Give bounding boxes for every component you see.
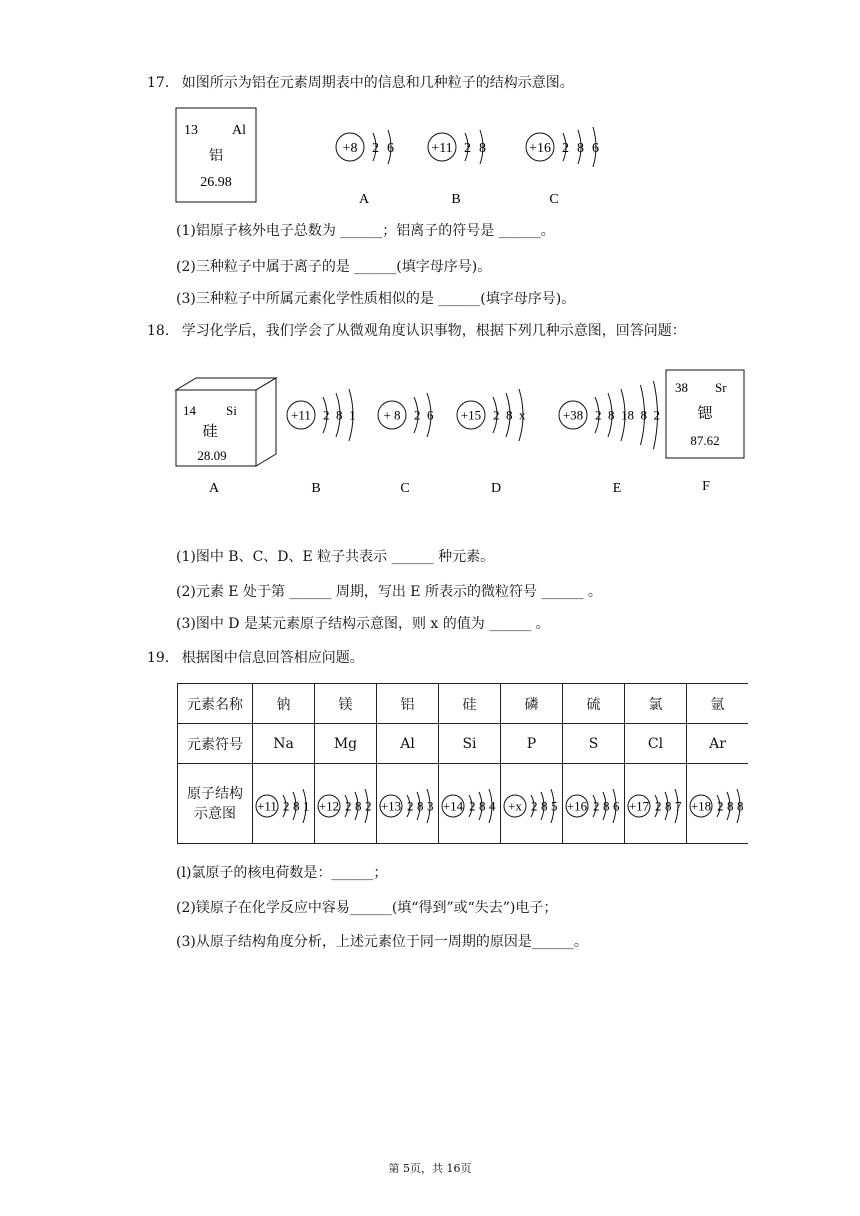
shell-electron-count: 8 — [478, 798, 485, 814]
atom-diagram — [336, 130, 394, 207]
structure-cell — [501, 764, 563, 844]
atom-diagram — [457, 389, 526, 496]
shell-electron-count: 2 — [344, 798, 351, 814]
name-cell: 硅 — [439, 684, 501, 724]
row-label-structure-1: 原子结构 — [187, 785, 243, 802]
shell-electron-count: 2 — [406, 798, 413, 814]
shell-electron-count: 8 — [577, 140, 584, 156]
shell-electron-count: 18 — [621, 407, 634, 423]
shell-electron-count: 8 — [416, 798, 423, 814]
q19-sub3: (3)从原子结构角度分析，上述元素位于同一周期的原因是______。 — [176, 934, 588, 950]
q17-sub1: (1)铝原子核外电子总数为 ______；铝离子的符号是 ______。 — [176, 223, 555, 239]
shell-electron-count: 2 — [364, 798, 371, 814]
nucleus-charge: +12 — [318, 798, 339, 814]
nucleus-charge: +17 — [628, 798, 649, 814]
nucleus-charge: +11 — [431, 140, 453, 156]
symbol-cell: Al — [377, 724, 439, 764]
nucleus-charge: +x — [507, 798, 522, 814]
shell-electron-count: 1 — [302, 798, 309, 814]
atom-diagram — [690, 789, 744, 823]
structure-svg — [626, 774, 686, 834]
shell-electron-count: 2 — [493, 407, 500, 423]
name-cell: 钠 — [253, 684, 315, 724]
atom-diagram — [428, 130, 486, 207]
atom-diagram — [442, 789, 496, 823]
name-cell: 氩 — [687, 684, 749, 724]
shell-electron-count: 2 — [468, 798, 475, 814]
symbol-cell: Cl — [625, 724, 687, 764]
shell-electron-count: 2 — [595, 407, 602, 423]
shell-electron-count: 8 — [540, 798, 547, 814]
shell-electron-count: x — [519, 407, 526, 423]
q19-sub1: (l)氯原子的核电荷数是：______； — [176, 865, 388, 881]
structure-cell — [625, 764, 687, 844]
shell-electron-count: 2 — [653, 407, 660, 423]
nucleus-charge: +14 — [442, 798, 463, 814]
q19-stem: 根据图中信息回答相应问题。 — [181, 650, 364, 666]
nucleus-charge: +11 — [256, 798, 277, 814]
structure-cell — [253, 764, 315, 844]
page-footer: 第 5页，共 16页 — [388, 1162, 472, 1175]
q17-element-card — [176, 108, 256, 202]
shell-electron-count: 2 — [323, 407, 330, 423]
atom-diagram — [318, 789, 372, 823]
nucleus-charge: +8 — [342, 140, 358, 156]
q18-figure — [170, 360, 760, 500]
nucleus-charge: +15 — [460, 407, 482, 423]
row-structures — [178, 764, 749, 844]
shell-electron-count: 5 — [550, 798, 557, 814]
q19-number: 19. — [147, 650, 170, 666]
nucleus-charge: +38 — [562, 407, 584, 423]
q18-stem: 学习化学后，我们学会了从微观角度认识事物，根据下列几种示意图，回答问题： — [181, 323, 686, 339]
card-f-mass: 87.62 — [690, 433, 720, 448]
card-mass: 26.98 — [200, 175, 232, 190]
shell-electron-count: 8 — [602, 798, 609, 814]
structure-svg — [316, 774, 376, 834]
particle-label: B — [451, 192, 461, 207]
atom-diagram — [566, 789, 620, 823]
row-element-names — [178, 684, 749, 724]
shell-electron-count: 8 — [506, 407, 513, 423]
name-cell: 氯 — [625, 684, 687, 724]
symbol-cell: Na — [253, 724, 315, 764]
shell-electron-count: 8 — [479, 140, 486, 156]
nucleus-charge: +16 — [529, 140, 551, 156]
element-table — [177, 683, 748, 844]
shell-electron-count: 1 — [349, 407, 356, 423]
q19-sub2: (2)镁原子在化学反应中容易______(填“得到”或“失去”)电子； — [176, 900, 558, 916]
row-element-symbols — [178, 724, 749, 764]
q17-sub3: (3)三种粒子中所属元素化学性质相似的是 ______(填字母序号)。 — [176, 291, 576, 307]
shell-electron-count: 8 — [336, 407, 343, 423]
card-f-number: 38 — [675, 380, 688, 395]
shell-electron-count: 2 — [654, 798, 661, 814]
shell-electron-count: 6 — [387, 140, 394, 156]
atom-diagram — [256, 789, 310, 823]
structure-cell — [439, 764, 501, 844]
name-cell: 磷 — [501, 684, 563, 724]
q17-stem: 如图所示为铝在元素周期表中的信息和几种粒子的结构示意图。 — [181, 75, 574, 91]
shell-electron-count: 7 — [674, 798, 681, 814]
shell-electron-count: 2 — [562, 140, 569, 156]
row-label-name: 元素名称 — [178, 684, 253, 724]
card-f-label: F — [702, 479, 710, 494]
shell-electron-count: 8 — [354, 798, 361, 814]
nucleus-charge: +13 — [380, 798, 401, 814]
shell-electron-count: 6 — [427, 407, 434, 423]
shell-electron-count: 6 — [612, 798, 619, 814]
shell-electron-count: 8 — [292, 798, 299, 814]
shell-electron-count: 2 — [282, 798, 289, 814]
row-label-structure — [178, 764, 253, 844]
q18-heading — [147, 321, 686, 341]
structure-cell — [377, 764, 439, 844]
card-a-label: A — [208, 481, 220, 496]
shell-electron-count: 8 — [664, 798, 671, 814]
shell-electron-count: 2 — [716, 798, 723, 814]
q17-particles — [336, 127, 599, 207]
q18-particles — [287, 381, 660, 496]
atom-diagram — [378, 393, 434, 496]
row-label-structure-2: 示意图 — [194, 805, 236, 822]
particle-label: B — [311, 481, 321, 496]
q18-sub1: (1)图中 B、C、D、E 粒子共表示 ______ 种元素。 — [176, 549, 495, 565]
shell-electron-count: 6 — [592, 140, 599, 156]
q18-sub3: (3)图中 D 是某元素原子结构示意图，则 x 的值为 ______ 。 — [176, 616, 550, 632]
card-a-mass: 28.09 — [197, 448, 227, 463]
nucleus-charge: +16 — [566, 798, 587, 814]
q17-figure — [170, 104, 630, 208]
shell-electron-count: 2 — [414, 407, 421, 423]
atom-diagram — [628, 789, 682, 823]
q19-heading — [147, 648, 364, 668]
q18-card-a-cube — [176, 378, 276, 496]
shell-electron-count: 4 — [488, 798, 495, 814]
shell-electron-count: 2 — [530, 798, 537, 814]
q17-number: 17. — [147, 75, 170, 91]
particle-label: C — [400, 481, 410, 496]
shell-electron-count: 2 — [372, 140, 379, 156]
symbol-cell: S — [563, 724, 625, 764]
name-cell: 镁 — [315, 684, 377, 724]
row-label-symbol: 元素符号 — [178, 724, 253, 764]
structure-svg — [502, 774, 562, 834]
nucleus-charge: +18 — [690, 798, 711, 814]
q18-sub2: (2)元素 E 处于第 ______ 周期，写出 E 所表示的微粒符号 ______ 。 — [176, 584, 602, 600]
symbol-cell: Si — [439, 724, 501, 764]
structure-cell — [563, 764, 625, 844]
symbol-cell: Ar — [687, 724, 749, 764]
shell-electron-count: 8 — [608, 407, 615, 423]
name-cell: 铝 — [377, 684, 439, 724]
particle-label: E — [612, 481, 622, 496]
card-number: 13 — [184, 123, 198, 138]
shell-electron-count: 8 — [640, 407, 647, 423]
atom-diagram — [380, 789, 434, 823]
card-a-name: 硅 — [202, 424, 218, 440]
structure-svg — [688, 774, 748, 834]
particle-label: C — [549, 192, 559, 207]
particle-label: A — [358, 192, 370, 207]
structure-svg — [440, 774, 500, 834]
card-f-symbol: Sr — [715, 380, 727, 395]
structure-svg — [378, 774, 438, 834]
shell-electron-count: 2 — [464, 140, 471, 156]
atom-diagram — [287, 389, 356, 496]
q18-card-f — [666, 370, 744, 494]
nucleus-charge: +11 — [291, 407, 311, 423]
q17-heading — [147, 73, 574, 93]
q17-sub2: (2)三种粒子中属于离子的是 ______(填字母序号)。 — [176, 259, 492, 275]
shell-electron-count: 3 — [426, 798, 433, 814]
structure-svg — [564, 774, 624, 834]
name-cell: 硫 — [563, 684, 625, 724]
card-f-name: 锶 — [697, 406, 713, 422]
atom-diagram — [559, 381, 660, 496]
shell-electron-count: 8 — [736, 798, 743, 814]
card-symbol: Al — [232, 123, 246, 138]
nucleus-charge: + 8 — [383, 407, 401, 423]
symbol-cell: P — [501, 724, 563, 764]
card-a-symbol: Si — [226, 403, 237, 418]
q18-number: 18. — [147, 323, 170, 339]
particle-label: D — [490, 481, 502, 496]
structure-svg — [254, 774, 314, 834]
structure-cell — [315, 764, 377, 844]
card-a-number: 14 — [183, 403, 196, 418]
shell-electron-count: 2 — [592, 798, 599, 814]
shell-electron-count: 8 — [726, 798, 733, 814]
structure-cell — [687, 764, 749, 844]
symbol-cell: Mg — [315, 724, 377, 764]
atom-diagram — [504, 789, 558, 823]
atom-diagram — [526, 127, 599, 207]
card-name: 铝 — [209, 149, 223, 164]
